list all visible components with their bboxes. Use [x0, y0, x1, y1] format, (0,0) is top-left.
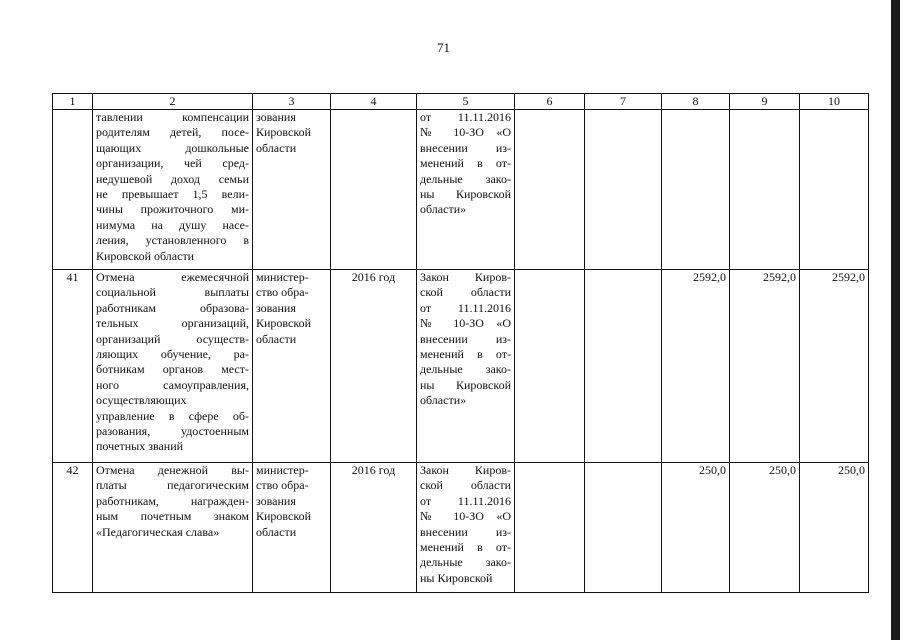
responsible-body-cell — [253, 270, 331, 463]
legal-act-cell — [417, 110, 515, 270]
row-number-cell — [53, 110, 93, 270]
measure-description-cell-line: осуществляющих — [96, 393, 187, 408]
measure-description-cell-line: тельных организаций, — [96, 316, 249, 331]
amount-col9-cell: 2592,0 — [730, 270, 800, 463]
measure-description-cell-line: организации, чей сред- — [96, 156, 249, 171]
legal-act-cell-line: менений в от- — [420, 156, 511, 171]
header-row — [53, 94, 869, 110]
measure-description-cell-line: «Педагогическая слава» — [96, 524, 220, 539]
amount-col8-cell — [662, 110, 730, 270]
row-number-cell: 41 — [53, 270, 93, 463]
measure-description-cell-line: нимума на душу насе- — [96, 217, 249, 232]
measure-description-cell — [93, 463, 253, 593]
measure-description-cell — [93, 110, 253, 270]
measure-description-cell-line: тавлении компенсации — [96, 110, 249, 124]
col6-cell — [515, 463, 585, 593]
responsible-body-cell-line: Кировской — [256, 125, 311, 140]
legal-act-cell-line: дельные зако- — [420, 555, 511, 570]
year-cell: 2016 год — [331, 270, 417, 463]
row-number-cell: 42 — [53, 463, 93, 593]
amount-col10-cell — [800, 110, 869, 270]
measure-description-cell-line: недушевой доход семьи — [96, 171, 249, 186]
header-cell: 7 — [585, 94, 662, 110]
legal-act-cell-line: № 10-ЗО «О — [420, 509, 511, 524]
col6-cell — [515, 110, 585, 270]
measure-description-cell-line: разования, удостоенным — [96, 424, 249, 439]
header-cell: 1 — [53, 94, 93, 110]
measure-description-cell-line: организаций осуществ- — [96, 331, 249, 346]
col7-cell — [585, 270, 662, 463]
year-cell — [331, 110, 417, 270]
amount-col10-cell: 250,0 — [800, 463, 869, 593]
legal-act-cell-line: ны Кировской — [420, 377, 511, 392]
amount-col10-cell: 2592,0 — [800, 270, 869, 463]
legal-act-cell-line: внесении из- — [420, 140, 511, 155]
responsible-body-cell-line: ство обра- — [256, 285, 309, 300]
measure-description-cell-line: социальной выплаты — [96, 285, 249, 300]
amount-col9-cell: 250,0 — [730, 463, 800, 593]
legal-act-cell-line: Закон Киров- — [420, 463, 511, 477]
responsible-body-cell-line: зования — [256, 300, 296, 315]
legal-act-cell-line: Закон Киров- — [420, 270, 511, 284]
responsible-body-cell-line: Кировской — [256, 509, 311, 524]
legal-act-cell-line: № 10-ЗО «О — [420, 316, 511, 331]
measure-description-cell-line: Отмена денежной вы- — [96, 463, 249, 477]
table-row — [53, 463, 869, 593]
table-row — [53, 270, 869, 463]
data-table — [52, 93, 869, 593]
legal-act-cell-line: внесении из- — [420, 524, 511, 539]
measure-description-cell-line: чины прожиточного ми- — [96, 202, 249, 217]
legal-act-cell-line: области» — [420, 393, 467, 408]
scan-edge-bar — [891, 0, 900, 640]
legal-act-cell-line: № 10-ЗО «О — [420, 125, 511, 140]
measure-description-cell-line: работникам образова- — [96, 300, 249, 315]
measure-description-cell-line: управление в сфере об- — [96, 408, 249, 423]
measure-description-cell-line: ным почетным знаком — [96, 509, 249, 524]
responsible-body-cell-line: министер- — [256, 463, 309, 477]
header-cell: 5 — [417, 94, 515, 110]
col6-cell — [515, 270, 585, 463]
legal-act-cell-line: ны Кировской — [420, 570, 493, 585]
measure-description-cell-line: не превышает 1,5 вели- — [96, 187, 249, 202]
measure-description-cell-line: родителям детей, посе- — [96, 125, 249, 140]
year-cell: 2016 год — [331, 463, 417, 593]
table-row — [53, 110, 869, 270]
responsible-body-cell — [253, 110, 331, 270]
legal-act-cell-line: дельные зако- — [420, 171, 511, 186]
legal-act-cell-line: от 11.11.2016 — [420, 493, 511, 508]
amount-col8-cell: 250,0 — [662, 463, 730, 593]
legal-act-cell-line: ны Кировской — [420, 187, 511, 202]
legal-act-cell-line: менений в от- — [420, 540, 511, 555]
responsible-body-cell — [253, 463, 331, 593]
amount-col9-cell — [730, 110, 800, 270]
col7-cell — [585, 110, 662, 270]
measure-description-cell-line: Кировской области — [96, 248, 195, 263]
measure-description-cell-line: щающих дошкольные — [96, 140, 249, 155]
legal-act-cell-line: менений в от- — [420, 347, 511, 362]
header-cell: 8 — [662, 94, 730, 110]
measure-description-cell-line: ляющих обучение, ра- — [96, 347, 249, 362]
legal-act-cell-line: от 11.11.2016 — [420, 300, 511, 315]
header-cell: 2 — [93, 94, 253, 110]
measure-description-cell-line: Отмена ежемесячной — [96, 270, 249, 284]
legal-act-cell-line: от 11.11.2016 — [420, 110, 511, 124]
responsible-body-cell-line: зования — [256, 493, 296, 508]
measure-description-cell-line: почетных званий — [96, 439, 184, 454]
legal-act-cell-line: ской области — [420, 478, 511, 493]
responsible-body-cell-line: Кировской — [256, 316, 311, 331]
responsible-body-cell-line: области — [256, 140, 297, 155]
measure-description-cell-line: платы педагогическим — [96, 478, 249, 493]
legal-act-cell-line: ской области — [420, 285, 511, 300]
measure-description-cell — [93, 270, 253, 463]
header-cell: 3 — [253, 94, 331, 110]
header-cell: 4 — [331, 94, 417, 110]
responsible-body-cell-line: министер- — [256, 270, 309, 284]
responsible-body-cell-line: области — [256, 331, 297, 346]
measure-description-cell-line: ного самоуправления, — [96, 377, 249, 392]
legal-act-cell-line: внесении из- — [420, 331, 511, 346]
legal-act-cell-line: дельные зако- — [420, 362, 511, 377]
col7-cell — [585, 463, 662, 593]
header-cell: 6 — [515, 94, 585, 110]
measure-description-cell-line: ления, установленного в — [96, 233, 249, 248]
measure-description-cell-line: работникам, награжден- — [96, 493, 249, 508]
amount-col8-cell: 2592,0 — [662, 270, 730, 463]
legal-act-cell-line: области» — [420, 202, 467, 217]
legal-act-cell — [417, 270, 515, 463]
responsible-body-cell-line: области — [256, 524, 297, 539]
header-cell: 10 — [800, 94, 869, 110]
page-number: 71 — [437, 40, 450, 55]
measure-description-cell-line: ботникам органов мест- — [96, 362, 249, 377]
responsible-body-cell-line: зования — [256, 110, 296, 124]
header-cell: 9 — [730, 94, 800, 110]
legal-act-cell — [417, 463, 515, 593]
responsible-body-cell-line: ство обра- — [256, 478, 309, 493]
